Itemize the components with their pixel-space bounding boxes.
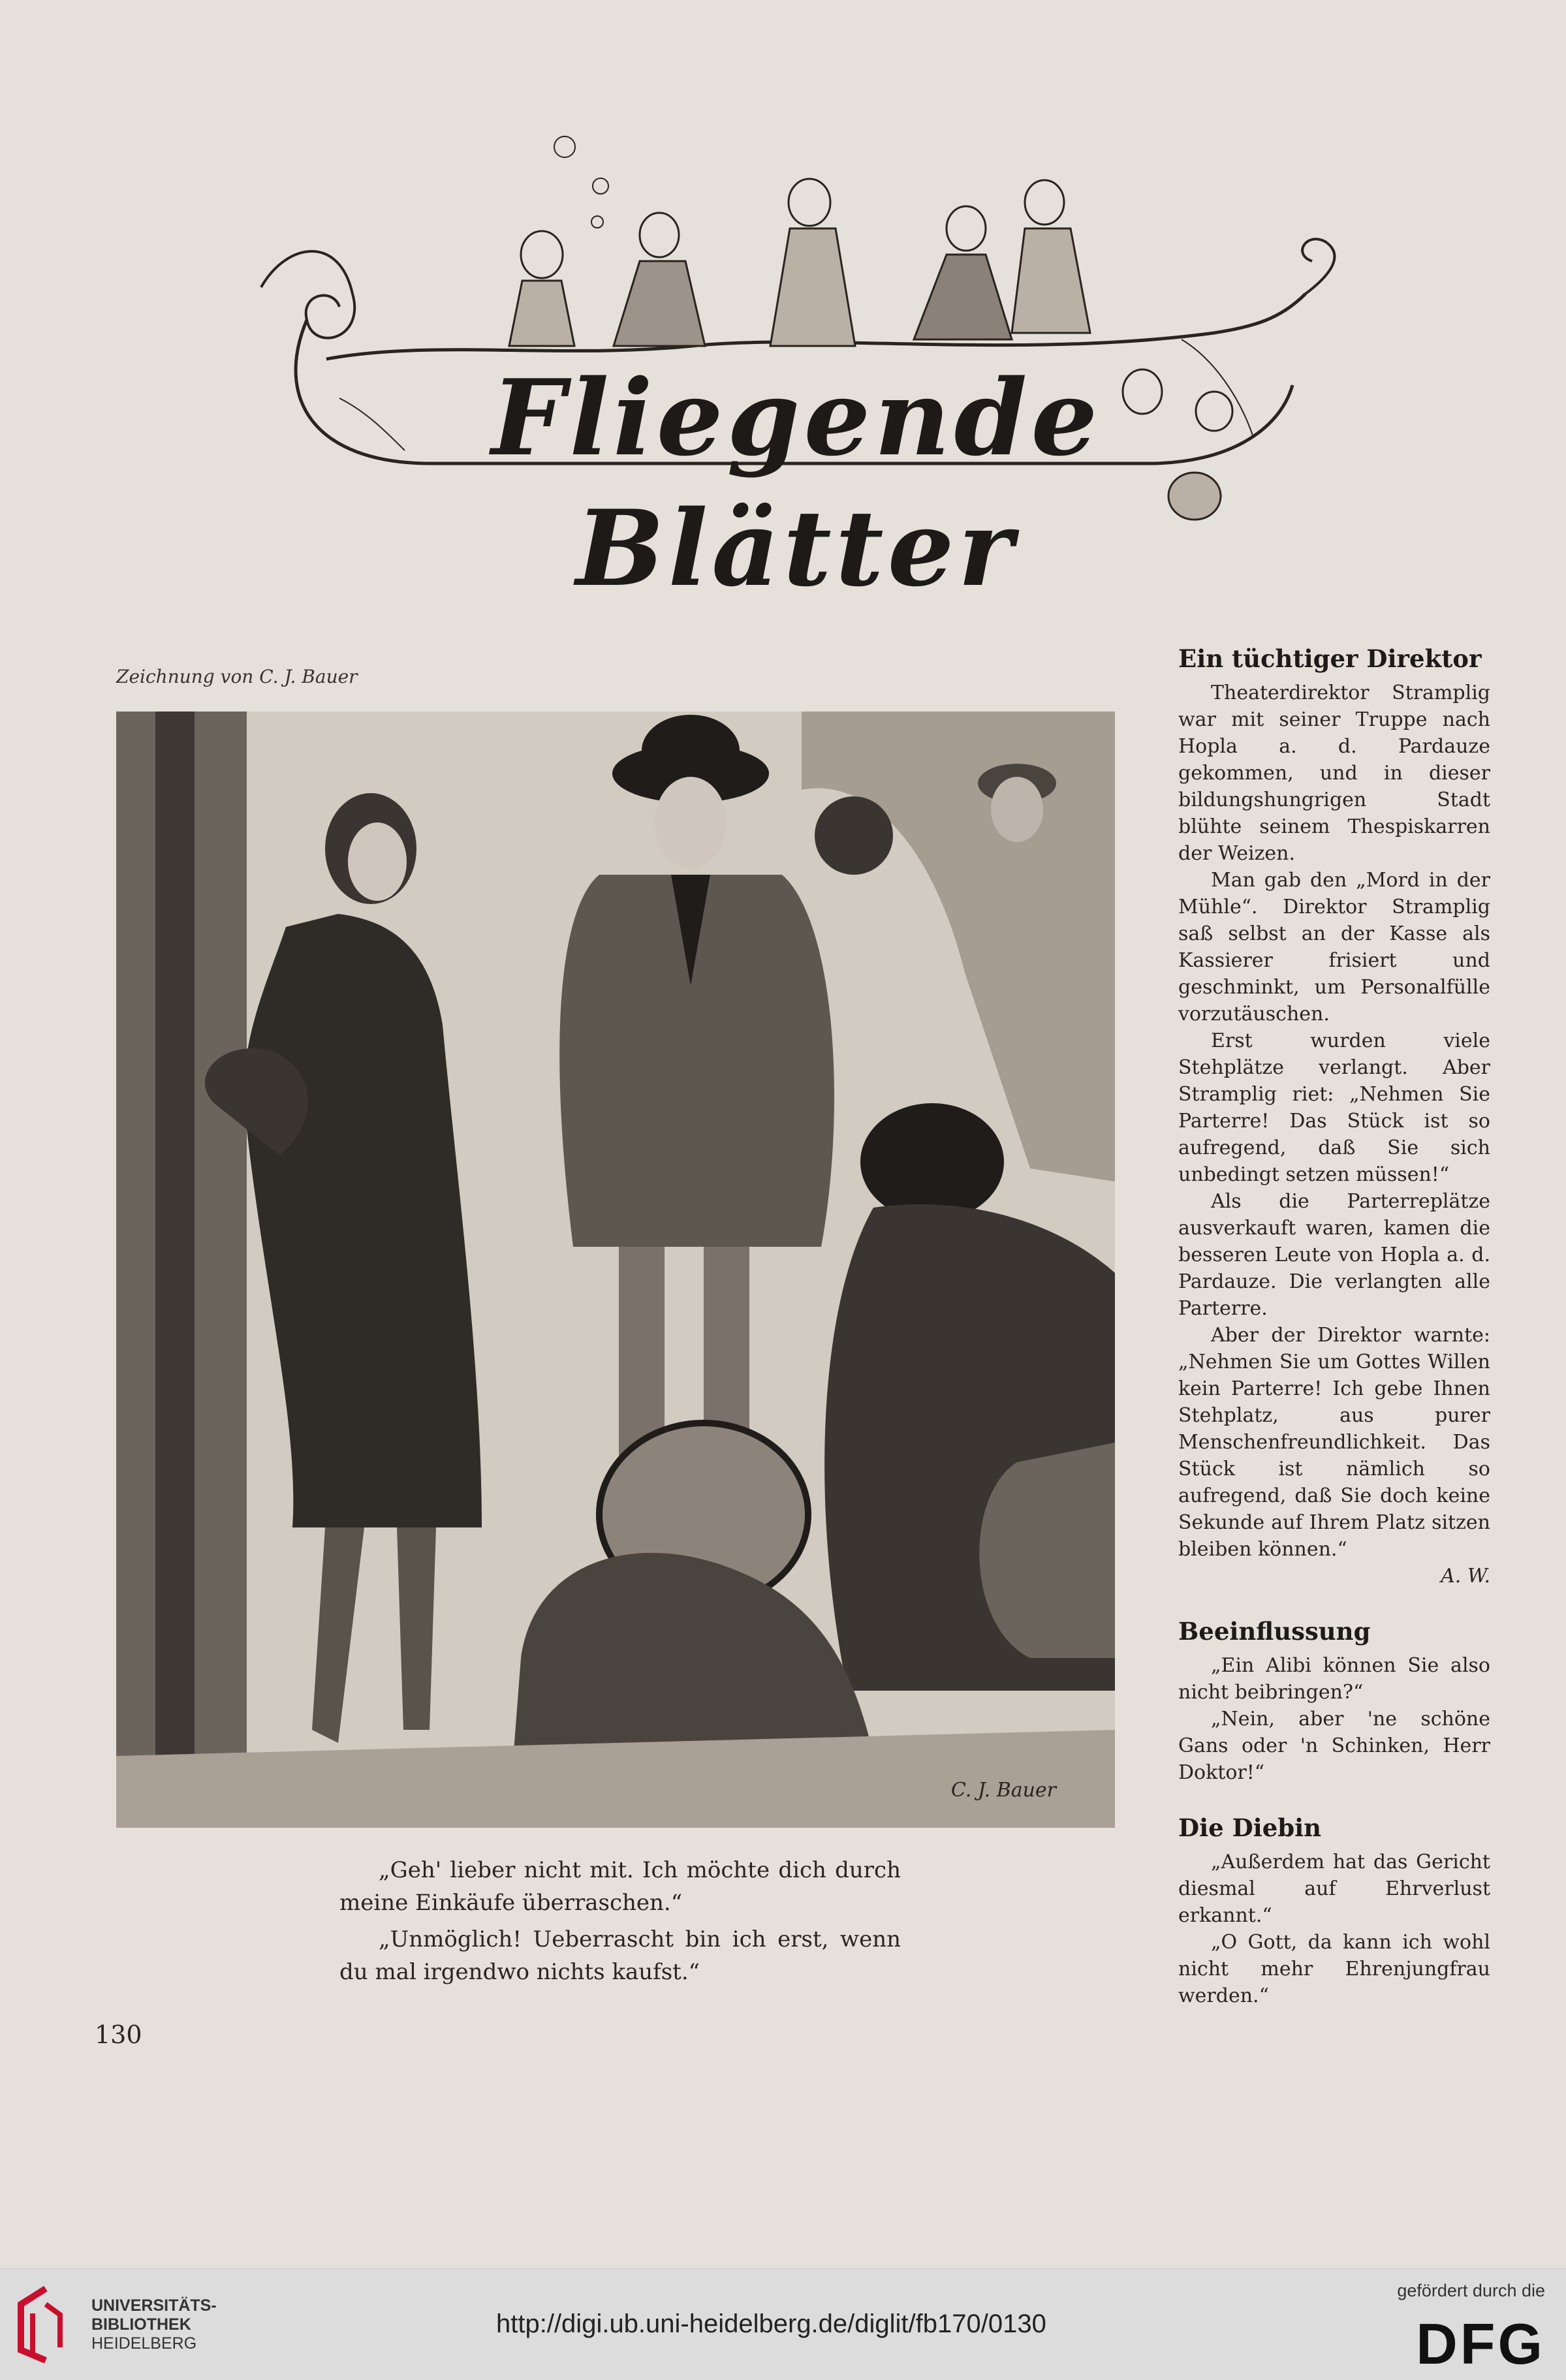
illustration-drawing (116, 712, 1115, 1828)
article-paragraph: Erst wurden viele Stehplätze verlangt. Aber Stramplig riet: „Nehmen Sie Parterre! Das Stück ist so aufregend, daß Sie sich unbedingt setzen müssen!“ (1178, 1029, 1490, 1186)
article-title: Ein tüchtiger Direktor (1178, 644, 1482, 673)
article-paragraph: „Außerdem hat das Gericht diesmal auf Ehrverlust erkannt.“ (1178, 1851, 1490, 1927)
article-paragraph: „Ein Alibi können Sie also nicht beibringen?“ (1178, 1654, 1490, 1704)
university-name-line-1: UNIVERSITÄTS- (91, 2296, 217, 2315)
article-diebin (1178, 1812, 1490, 2009)
article-title: Die Diebin (1178, 1813, 1322, 1842)
dfg-logo[interactable]: DFG (1416, 2311, 1545, 2376)
illustration-credit: Zeichnung von C. J. Bauer (116, 666, 358, 687)
article-paragraph: Man gab den „Mord in der Mühle“. Direktor Stramplig saß selbst an der Kasse als Kassierer frisiert und geschminkt, um Personalfülle vorzutäuschen. (1178, 869, 1490, 1026)
illustration (116, 712, 1115, 1828)
illustration-signature: C. J. Bauer (950, 1779, 1056, 1802)
article-title: Beeinflussung (1178, 1617, 1371, 1646)
caption-line-2: „Unmöglich! Ueberrascht bin ich erst, wenn du mal irgendwo nichts kaufst.“ (339, 1926, 901, 1985)
caption-line-1: „Geh' lieber nicht mit. Ich möchte dich durch meine Einkäufe überraschen.“ (339, 1857, 901, 1916)
masthead (235, 124, 1345, 610)
article-paragraph: Theaterdirektor Stramplig war mit seiner Truppe nach Hopla a. d. Pardauze gekommen, und in dieser bildungshungrigen Stadt blühte seinem Thespiskarren der Weizen. (1178, 681, 1490, 865)
funding-label: gefördert durch die (1397, 2281, 1545, 2300)
university-name-line-3: HEIDELBERG (91, 2334, 197, 2353)
article-paragraph: „O Gott, da kann ich wohl nicht mehr Ehrenjungfrau werden.“ (1178, 1931, 1490, 2007)
university-name-line-2: BIBLIOTHEK (91, 2315, 191, 2334)
permalink-url[interactable]: http://digi.ub.uni-heidelberg.de/diglit/fb170/0130 (496, 2310, 1046, 2338)
footer-bar (0, 2268, 1566, 2380)
page-number: 130 (95, 2020, 142, 2049)
article-paragraph: „Nein, aber 'ne schöne Gans oder 'n Schinken, Herr Doktor!“ (1178, 1708, 1490, 1784)
masthead-title: Fliegende Blätter (491, 356, 1102, 610)
article-author: A. W. (1441, 1565, 1490, 1588)
university-logo-icon[interactable] (14, 2285, 77, 2363)
article-paragraph: Aber der Direktor warnte: „Nehmen Sie um Gottes Willen kein Parterre! Ich gebe Ihnen Stehplatz, aus purer Menschenfreundlichkeit. Das Stück ist nämlich so aufregend, daß Sie doch keine Sekunde auf Ihrem Platz sitzen bleiben können.“ (1178, 1324, 1490, 1561)
university-name[interactable] (91, 2296, 217, 2353)
illustration-caption (339, 1854, 901, 1992)
article-beeinflussung (1178, 1616, 1490, 1786)
article-paragraph: Als die Parterreplätze ausverkauft waren, kamen die besseren Leute von Hopla a. d. Pardauze. Die verlangten alle Parterre. (1178, 1190, 1490, 1320)
right-column (1178, 643, 1490, 2035)
article-direktor (1178, 643, 1490, 1589)
